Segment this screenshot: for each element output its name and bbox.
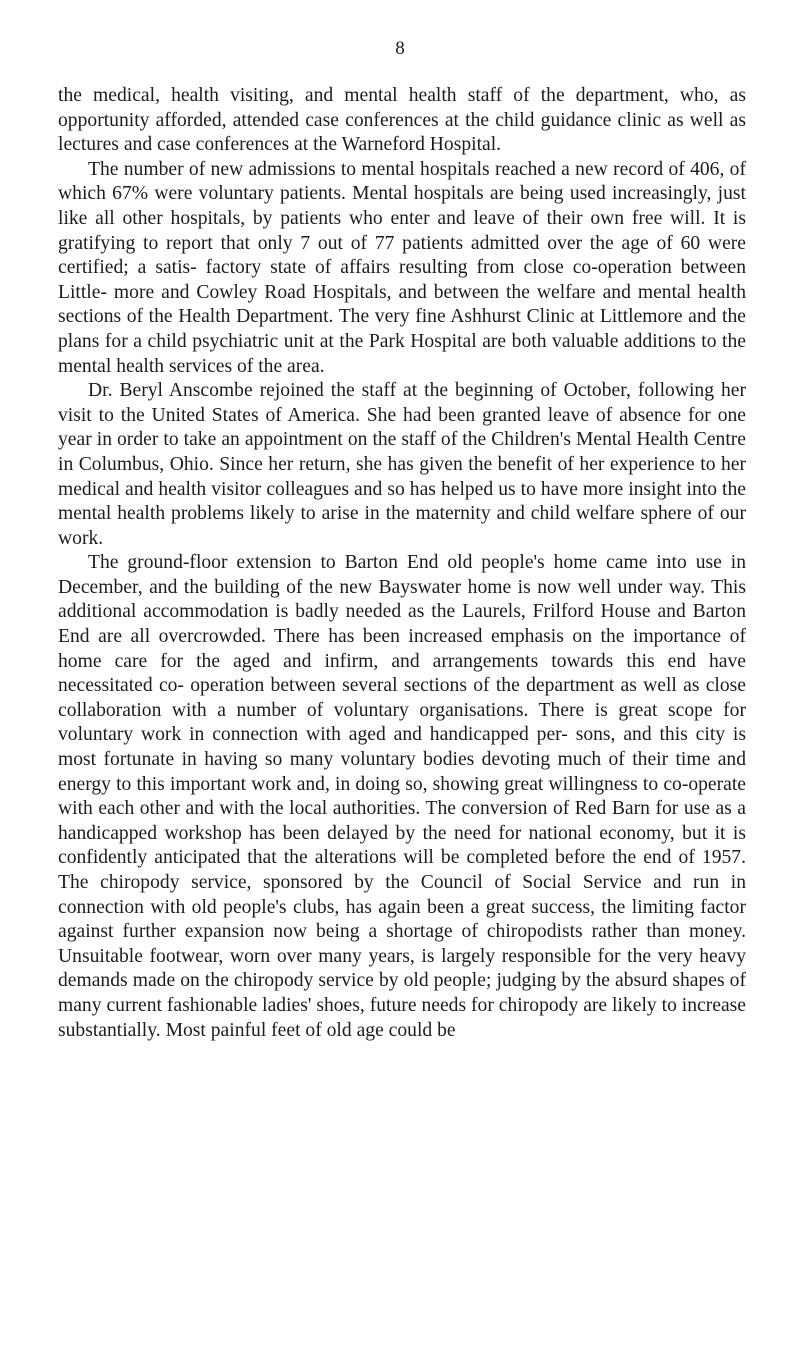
page-number: 8 bbox=[395, 38, 405, 59]
paragraph-dr-beryl-anscombe: Dr. Beryl Anscombe rejoined the staff at the beginning of October, following her visit to the United States of America. She had been granted leave of absence for one year in order to take an appointment on the staff of the Children's Mental Health Centre in Columbus, Ohio. Since her return, she has given the benefit of her experience to her medical and health visitor colleagues and so has helped us to have more insight into the mental health problems likely to arise in the maternity and child welfare sphere of our work. bbox=[58, 380, 746, 549]
body-text bbox=[58, 84, 746, 1043]
paragraph-old-peoples-homes: The ground-floor extension to Barton End old people's home came into use in December, and the building of the new Bayswater home is now well under way. This additional accommodation is badly needed as the Laurels, Frilford House and Barton End are all overcrowded. There has been increased emphasis on the importance of home care for the aged and infirm, and arrangements towards this end have necessitated co- operation between several sections of the department as well as close collaboration with a number of voluntary organisations. There is great scope for voluntary work in connection with aged and handicapped per- sons, and this city is most fortunate in having so many voluntary bodies devoting much of their time and energy to this important work and, in doing so, showing great willingness to co-operate with each other and with the local authorities. The conversion of Red Barn for use as a handicapped workshop has been delayed by the need for national economy, but it is confidently anticipated that the alterations will be completed before the end of 1957. The chiropody service, sponsored by the Council of Social Service and run in connection with old people's clubs, has again been a great success, the limiting factor against further expansion now being a shortage of chiropodists rather than money. Unsuitable footwear, worn over many years, is largely responsible for the very heavy demands made on the chiropody service by old people; judging by the absurd shapes of many current fashionable ladies' shoes, future needs for chiropody are likely to increase substantially. Most painful feet of old age could be bbox=[58, 552, 746, 1041]
paragraph-continuation: the medical, health visiting, and mental health staff of the department, who, as opportunity afforded, attended case conferences at the child guidance clinic as well as lectures and case conferences at the Warneford Hospital. bbox=[58, 85, 746, 156]
paragraph-mental-hospital-admissions: The number of new admissions to mental hospitals reached a new record of 406, of which 67% were voluntary patients. Mental hospitals are being used increasingly, just like all other hospitals, by patients who enter and leave of their own free will. It is gratifying to report that only 7 out of 77 patients admitted over the age of 60 were certified; a satis- factory state of affairs resulting from close co-operation between Little- more and Cowley Road Hospitals, and between the welfare and mental health sections of the Health Department. The very fine Ashhurst Clinic at Littlemore and the plans for a child psychiatric unit at the Park Hospital are both valuable additions to the mental health services of the area. bbox=[58, 158, 746, 377]
